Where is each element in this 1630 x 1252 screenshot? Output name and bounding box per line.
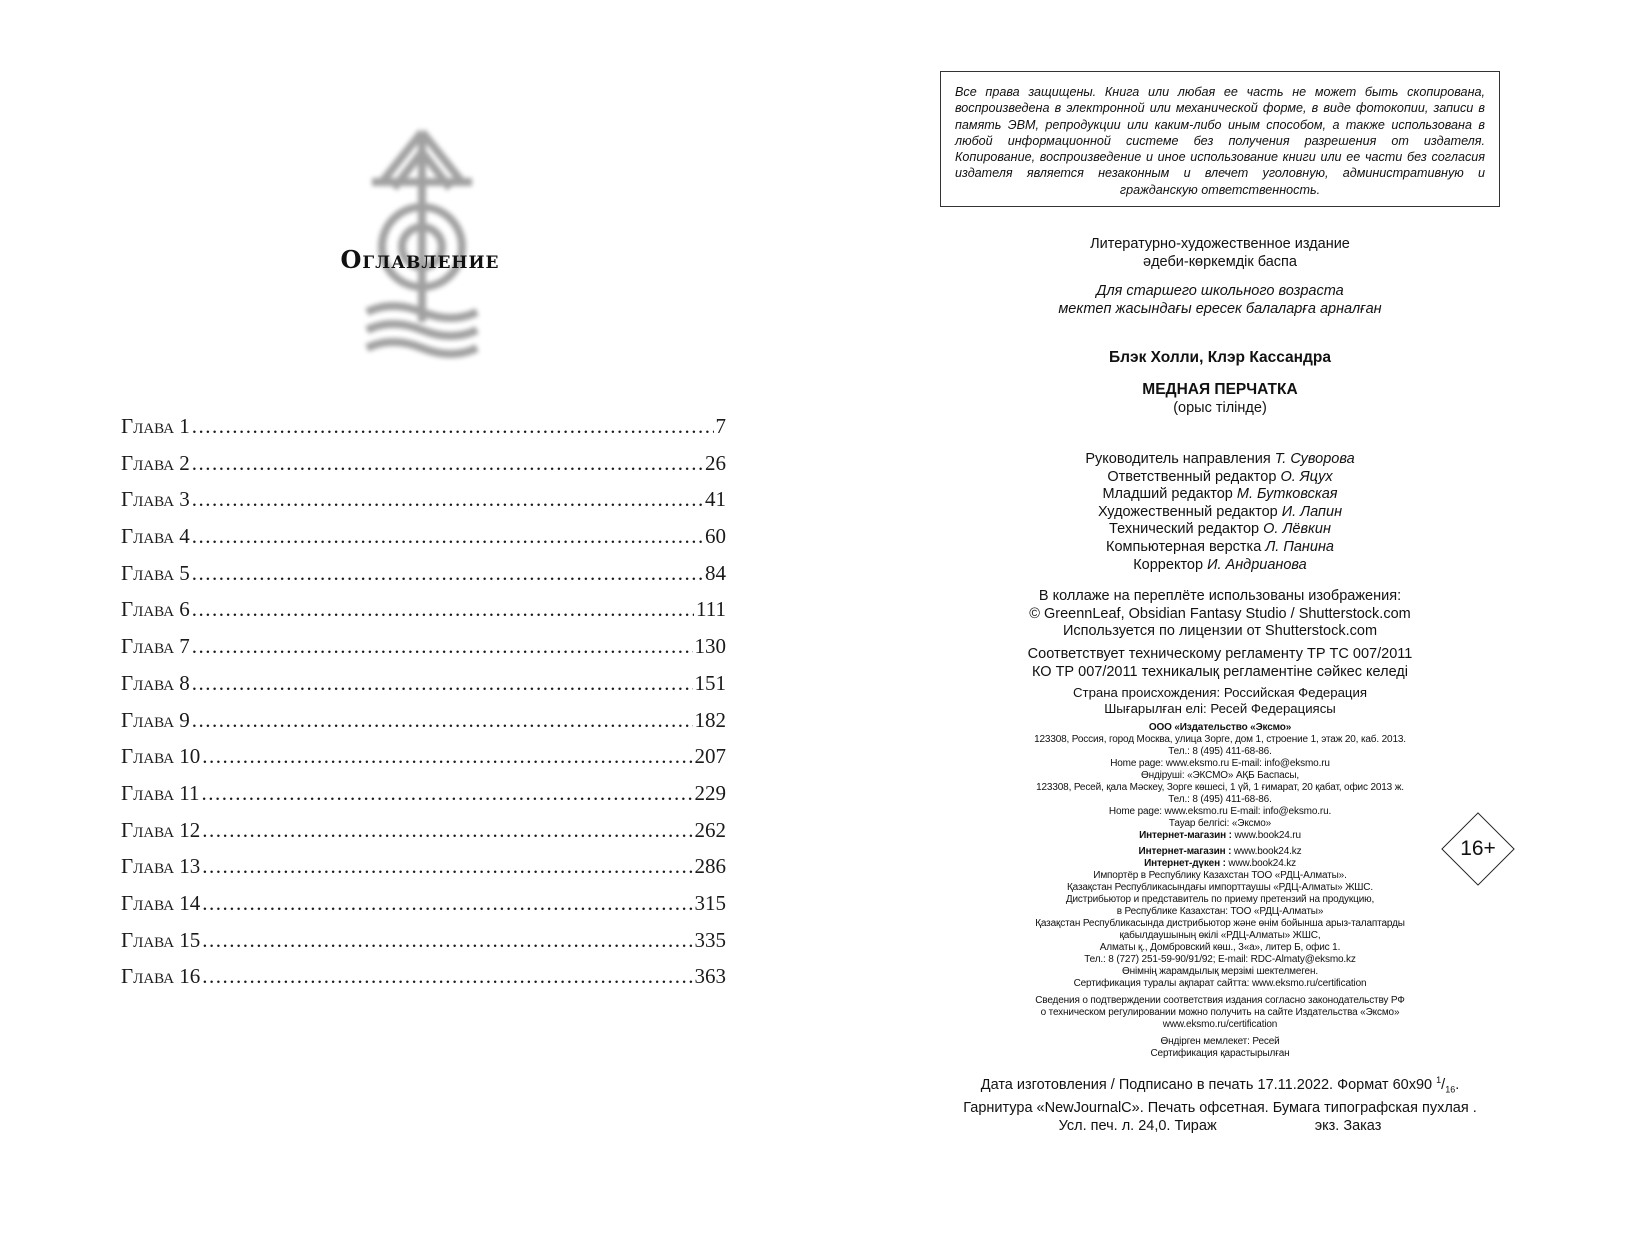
- print-line-3a: Усл. печ. л. 24,0. Тираж: [1058, 1117, 1217, 1134]
- cert-lines-line: о техническом регулировании можно получить на сайте Издательства «Эксмо»: [1040, 1007, 1400, 1018]
- toc-row: [121, 854, 726, 891]
- kz-lines-line: Қазақстан Республикасындағы импорттаушы «РДЦ-Алматы» ЖШС.: [1066, 882, 1374, 893]
- credit-line: [940, 521, 1500, 539]
- publisher-lines-line: Тел.: 8 (495) 411-68-86.: [1168, 794, 1272, 805]
- kz-lines-line: Өнімнің жарамдылық мерзімі шектелмеген.: [1122, 966, 1318, 977]
- edition-type: [940, 236, 1500, 271]
- toc-chapter-label: Глава 12: [121, 817, 201, 842]
- toc-row: [121, 708, 726, 745]
- age-kz: мектеп жасындағы ересек балаларға арналған: [1058, 300, 1382, 317]
- toc-row: [121, 597, 726, 634]
- regulation-note: [940, 646, 1500, 681]
- toc-page-number: 315: [694, 890, 726, 915]
- credit-name: О. Лёвкин: [1263, 521, 1331, 538]
- images-line-1: В коллаже на переплёте использованы изображения:: [1038, 588, 1402, 604]
- credit-line: [940, 504, 1500, 522]
- toc-chapter-label: Глава 5: [121, 560, 190, 585]
- kz-lines-line: Интернет-дүкен : www.book24.kz: [1144, 858, 1296, 869]
- toc-page-number: 286: [694, 854, 726, 879]
- toc-chapter-label: Глава 11: [121, 780, 200, 805]
- toc-chapter-label: Глава 3: [121, 487, 190, 512]
- toc-leader-dots: [202, 891, 692, 916]
- format-denominator: 16: [1445, 1084, 1456, 1095]
- kz-lines-line: в Республике Казахстан: ТОО «РДЦ-Алматы»: [1116, 906, 1324, 917]
- cert-lines-line: Сведения о подтверждении соответствия издания согласно законодательству РФ: [1035, 995, 1405, 1006]
- credit-line: [940, 557, 1500, 575]
- kazakhstan-info: [940, 846, 1500, 990]
- credit-name: М. Бутковская: [1236, 486, 1338, 503]
- toc-chapter-label: Глава 4: [121, 524, 190, 549]
- toc-row: [121, 818, 726, 855]
- credit-role: Ответственный редактор: [1107, 468, 1277, 485]
- toc-leader-dots: [202, 928, 692, 953]
- certification-info: [940, 995, 1500, 1031]
- toc-row: [121, 524, 726, 561]
- toc-page-number: 7: [715, 414, 726, 438]
- kz-lines-line: Алматы қ., Домбровский көш., 3«а», литер Б, офис 1.: [1099, 942, 1341, 953]
- toc-chapter-label: Глава 16: [121, 964, 201, 989]
- toc-chapter-label: Глава 10: [121, 744, 201, 769]
- toc-chapter-label: Глава 13: [121, 854, 201, 879]
- publisher-lines-line: ООО «Издательство «Эксмо»: [1148, 722, 1292, 733]
- format-numerator: 1: [1436, 1075, 1442, 1085]
- cert-lines-line: www.eksmo.ru/certification: [1162, 1019, 1278, 1030]
- credits-list: [940, 451, 1500, 574]
- credit-role: Корректор: [1133, 556, 1204, 573]
- credit-role: Художественный редактор: [1097, 503, 1278, 520]
- credit-line: [940, 486, 1500, 504]
- credit-name: О. Яцух: [1280, 468, 1333, 485]
- country-info: [940, 1036, 1500, 1060]
- age-ru: Для старшего школьного возраста: [1096, 283, 1344, 299]
- toc-row: [121, 451, 726, 488]
- toc-chapter-label: Глава 6: [121, 597, 190, 622]
- publisher-lines-line: Өндіруші: «ЭКСМО» АҚБ Баспасы,: [1140, 770, 1300, 781]
- toc-chapter-label: Глава 7: [121, 634, 190, 659]
- publisher-info: [940, 722, 1500, 842]
- toc-chapter-label: Глава 9: [121, 707, 190, 732]
- toc-row: [121, 561, 726, 598]
- kz-lines-line: Дистрибьютор и представитель по приему претензий на продукцию,: [1065, 894, 1375, 905]
- toc-leader-dots: [192, 561, 703, 586]
- toc-page-number: 84: [705, 560, 726, 585]
- toc-page-number: 26: [705, 450, 726, 475]
- reg-line-1: Соответствует техническому регламенту ТР ТС 007/2011: [1027, 646, 1413, 662]
- credit-role: Компьютерная верстка: [1106, 538, 1262, 555]
- toc-row: [121, 781, 726, 818]
- images-line-2: © GreennLeaf, Obsidian Fantasy Studio / Shutterstock.com: [1029, 605, 1411, 622]
- right-page: [815, 0, 1630, 1252]
- country-lines-line: Сертификация қарастырылған: [1150, 1048, 1290, 1059]
- reg-line-2: КО ТР 007/2011 техникалық регламентіне сәйкес келеді: [1031, 663, 1408, 680]
- toc-leader-dots: [202, 744, 692, 769]
- publisher-lines-line: Тауар белгісі: «Эксмо»: [1168, 818, 1272, 829]
- toc-leader-dots: [192, 597, 694, 622]
- credit-line: [940, 469, 1500, 487]
- language-note: (орыс тілінде): [1173, 400, 1267, 416]
- toc-row: [121, 671, 726, 708]
- toc-page-number: 229: [694, 780, 726, 805]
- print-line-1-text: Дата изготовления / Подписано в печать 17.11.2022. Формат 60x90: [980, 1076, 1433, 1093]
- toc-leader-dots: [192, 524, 703, 549]
- toc-leader-dots: [192, 634, 693, 659]
- toc-row: [121, 964, 726, 1001]
- toc-leader-dots: [202, 854, 692, 879]
- toc-page-number: 207: [694, 744, 726, 769]
- kz-lines-line: Тел.: 8 (727) 251-59-90/91/92; E-mail: RDC-Almaty@eksmo.kz: [1084, 954, 1356, 965]
- credit-name: Т. Суворова: [1274, 451, 1355, 467]
- credit-line: [940, 539, 1500, 557]
- edition-kz: әдеби-көркемдік баспа: [1143, 253, 1297, 270]
- toc-page-number: 41: [705, 487, 726, 512]
- publisher-lines-line: Home page: www.eksmo.ru E-mail: info@eksmo.ru: [1110, 758, 1330, 769]
- publisher-lines-line: 123308, Россия, город Москва, улица Зорге, дом 1, строение 1, этаж 20, каб. 2013.: [1034, 734, 1406, 745]
- authors: Блэк Холли, Клэр Кассандра: [1109, 349, 1331, 366]
- credit-role: Младший редактор: [1102, 486, 1233, 503]
- publisher-lines-line: 123308, Ресей, қала Мәскеу, Зорге көшесі, 1 үй, 1 ғимарат, 20 қабат, офис 2013 ж.: [1036, 782, 1404, 793]
- toc-row: [121, 744, 726, 781]
- toc-leader-dots: [192, 414, 714, 439]
- toc-leader-dots: [192, 451, 703, 476]
- print-line-3: [920, 1117, 1520, 1135]
- credit-line: [940, 451, 1500, 469]
- toc-page-number: 363: [694, 964, 726, 989]
- origin-line-1: Страна происхождения: Российская Федерация: [1073, 685, 1367, 700]
- toc-page-number: 130: [694, 634, 726, 659]
- toc-row: [121, 891, 726, 928]
- age-rating-text: 16+: [1460, 837, 1496, 860]
- edition-ru: Литературно-художественное издание: [1090, 236, 1350, 252]
- toc-leader-dots: [192, 487, 703, 512]
- origin-note: [940, 685, 1500, 717]
- kz-lines-line: Сертификация туралы ақпарат сайтта: www.eksmo.ru/certification: [1073, 978, 1367, 989]
- toc-leader-dots: [202, 964, 692, 989]
- age-group: [940, 283, 1500, 318]
- print-line-2: Гарнитура «NewJournalC». Печать офсетная. Бумага типографская пухлая .: [963, 1099, 1477, 1116]
- toc-chapter-label: Глава 14: [121, 890, 201, 915]
- kz-lines-line: Интернет-магазин : www.book24.kz: [1138, 846, 1302, 857]
- credit-role: Руководитель направления: [1085, 451, 1271, 467]
- cover-images-note: [940, 588, 1500, 641]
- rights-notice: Все права защищены. Книга или любая ее часть не может быть скопирована, воспроизведена в электронной или механической форме, в виде фотокопии, записи в память ЭВМ, репродукции или каким-либо иным способом, а также использована в любой информационной системе без получения разрешения от издателя. Копирование, воспроизведение и иное использование книги или ее части без согласия издателя является незаконным и влечет уголовную, административную и гражданскую ответственность.: [940, 71, 1500, 207]
- toc-row: [121, 487, 726, 524]
- toc-chapter-label: Глава 15: [121, 927, 201, 952]
- toc-leader-dots: [192, 671, 693, 696]
- toc-page-number: 111: [696, 597, 726, 622]
- toc-chapter-label: Глава 2: [121, 450, 190, 475]
- credit-role: Технический редактор: [1109, 521, 1260, 538]
- toc-row: [121, 414, 726, 451]
- print-line-1: Дата изготовления / Подписано в печать 17.11.2022. Формат 60x90 $^1/_{16}$.: [980, 1075, 1460, 1095]
- toc-row: [121, 928, 726, 965]
- toc-page-number: 60: [705, 524, 726, 549]
- images-line-3: Используется по лицензии от Shutterstock.com: [1062, 623, 1378, 640]
- publisher-lines-line: Home page: www.eksmo.ru E-mail: info@eksmo.ru.: [1108, 806, 1332, 817]
- toc-page-number: 335: [694, 927, 726, 952]
- origin-line-2: Шығарылған елі: Ресей Федерациясы: [1104, 701, 1336, 716]
- toc-page-number: 182: [694, 707, 726, 732]
- toc-chapter-label: Глава 8: [121, 670, 190, 695]
- credit-name: И. Андрианова: [1207, 556, 1307, 573]
- book-title: МЕДНАЯ ПЕРЧАТКА: [1142, 381, 1298, 398]
- kz-lines-line: қабылдаушының өкілі «РДЦ-Алматы» ЖШС,: [1119, 930, 1321, 941]
- emblem-icon: [362, 122, 482, 362]
- toc-leader-dots: [202, 781, 693, 806]
- page-title: Оглавление: [340, 245, 500, 274]
- toc-leader-dots: [192, 708, 693, 733]
- kz-lines-line: Қазақстан Республикасында дистрибьютор және өнім бойынша арыз-талаптарды: [1035, 918, 1405, 929]
- toc-page-number: 262: [694, 817, 726, 842]
- toc-leader-dots: [202, 818, 692, 843]
- publisher-lines-line: Тел.: 8 (495) 411-68-86.: [1168, 746, 1272, 757]
- credit-name: И. Лапин: [1281, 503, 1343, 520]
- credit-name: Л. Панина: [1265, 538, 1334, 555]
- toc-row: [121, 634, 726, 671]
- country-lines-line: Өндірген мемлекет: Ресей: [1160, 1036, 1280, 1047]
- kz-lines-line: Импортёр в Республику Казахстан ТОО «РДЦ-Алматы».: [1093, 870, 1347, 881]
- publisher-lines-line: Интернет-магазин : www.book24.ru: [1139, 830, 1301, 841]
- toc-chapter-label: Глава 1: [121, 414, 190, 438]
- table-of-contents: [121, 414, 726, 1001]
- toc-page-number: 151: [694, 670, 726, 695]
- print-info: [920, 1071, 1520, 1135]
- print-line-3b: экз. Заказ: [1314, 1117, 1382, 1134]
